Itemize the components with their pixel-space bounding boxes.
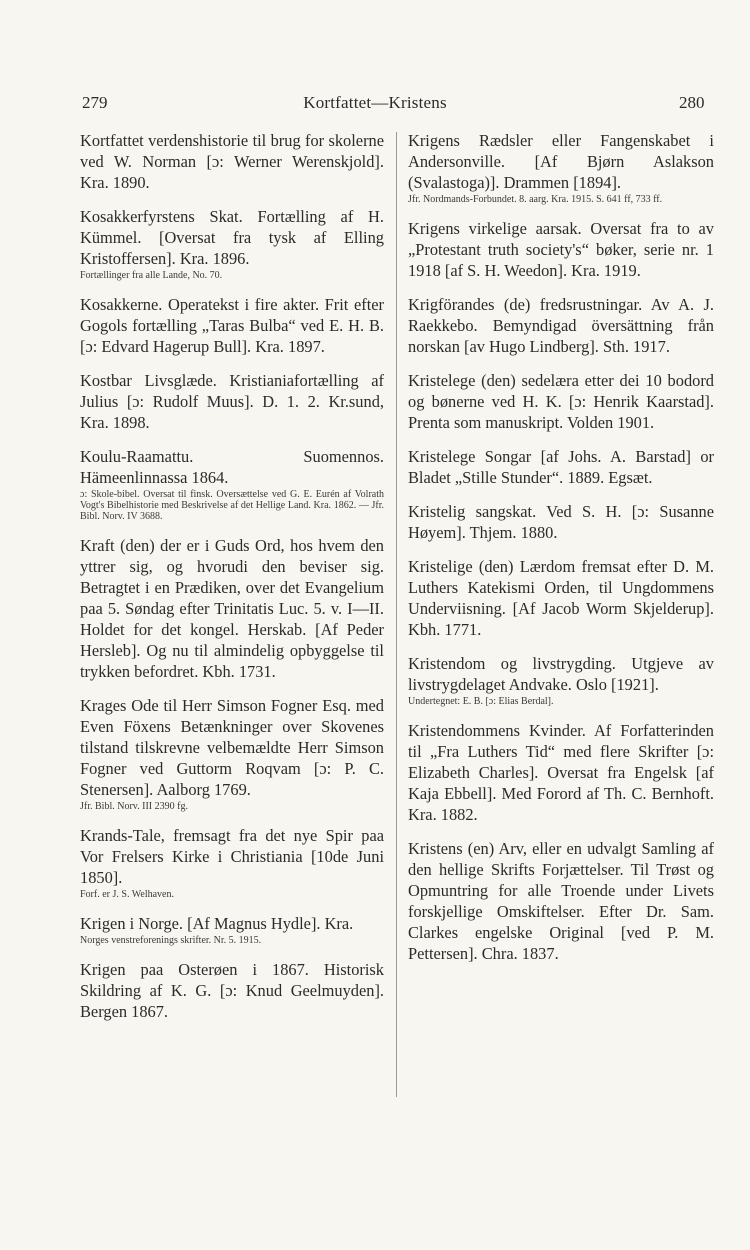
entry-kortfattet xyxy=(80,130,384,193)
entry-note: Norges venstreforenings skrifter. Nr. 5. 1915. xyxy=(80,935,262,946)
entry-text: Krages Ode til Herr Simson Fogner Esq. med Even Föxens Betænkninger over Skovenes tilstand tilskrevne velbemældte Herr Simson Fogner ved Guttorm Roqvam [ɔ: P. C. Stenersen]. Aalborg 1769. xyxy=(80,696,384,799)
entry-text: Kraft (den) der er i Guds Ord, hos hvem den yttrer sig, og hvorudi den beviser sig. Betragtet i en Prædiken, over det Evangelium paa 5. Søndag efter Trinitatis Luc. 5. v. I—II. Holdet for det kongel. Herskab. [Af Peder Hersleb]. Og nu til almindelig opbyggelse til trykken befordret. Kbh. 1731. xyxy=(80,536,384,681)
column-divider xyxy=(396,132,397,1097)
entry-kristelege-sedelaera xyxy=(408,370,714,433)
entry-krages-ode xyxy=(80,695,384,812)
entry-kraft xyxy=(80,535,384,682)
right-column xyxy=(408,130,714,977)
entry-note: Jfr. Nordmands-Forbundet. 8. aarg. Kra. 1915. S. 641 ff, 733 ff. xyxy=(408,194,663,205)
entry-text: Kosakkerne. Operatekst i fire akter. Frit efter Gogols fortælling „Taras Bulba“ ved E. H. B. [ɔ: Edvard Hagerup Bull]. Kra. 1897. xyxy=(80,295,384,356)
entry-krigen-i-norge xyxy=(80,913,384,946)
page-number-left: 279 xyxy=(82,93,108,112)
entry-kostbar xyxy=(80,370,384,433)
entry-krigens-virkelige xyxy=(408,218,714,281)
page-number-right: 280 xyxy=(679,93,705,112)
entry-kristelige-laerdom xyxy=(408,556,714,640)
entry-note: Forf. er J. S. Welhaven. xyxy=(80,889,174,900)
entry-kristendom xyxy=(408,653,714,707)
entry-note: ɔ: Skole-bibel. Oversat til finsk. Oversættelse ved G. E. Eurén af Volrath Vogt's Bibelhistorie med Beskrivelse af det Hellige Land. Kra. 1862. — Jfr. Bibl. Norv. IV 3688. xyxy=(80,489,384,522)
entry-note: Fortællinger fra alle Lande, No. 70. xyxy=(80,270,223,281)
entry-krigforandes xyxy=(408,294,714,357)
entry-text: Kristendommens Kvinder. Af Forfatterinden til „Fra Luthers Tid“ med flere Skrifter [ɔ: Elizabeth Charles]. Oversat fra Engelsk [af Kaja Ebbell]. Med Forord af Th. C. Bernhoft. Kra. 1882. xyxy=(408,721,714,824)
entry-note: Jfr. Bibl. Norv. III 2390 fg. xyxy=(80,801,188,812)
left-column xyxy=(80,130,384,1035)
entry-text: Krigen paa Osterøen i 1867. Historisk Skildring af K. G. [ɔ: Knud Geelmuyden]. Bergen 1867. xyxy=(80,960,384,1021)
entry-kosakkerne xyxy=(80,294,384,357)
entry-text: Kristendom og livstrygding. Utgjeve av livstrygdelaget Andvake. Oslo [1921]. xyxy=(408,654,714,694)
entry-text: Krigens virkelige aarsak. Oversat fra to av „Protestant truth society's“ bøker, serie nr. 1 1918 [af S. H. Weedon]. Kra. 1919. xyxy=(408,219,714,280)
running-title: Kortfattet—Kristens xyxy=(303,93,447,112)
entry-kristens-arv xyxy=(408,838,714,964)
entry-koulu-raamattu xyxy=(80,446,384,522)
entry-text: Krands-Tale, fremsagt fra det nye Spir paa Vor Frelsers Kirke i Christiania [10de Juni 1850]. xyxy=(80,826,384,887)
entry-text: Krigens Rædsler eller Fangenskabet i Andersonville. [Af Bjørn Aslakson (Svalastoga)]. Drammen [1894]. xyxy=(408,131,714,192)
entry-text: Kristelege Songar [af Johs. A. Barstad] or Bladet „Stille Stunder“. 1889. Egsæt. xyxy=(408,447,714,487)
entry-text: Kristelige (den) Lærdom fremsat efter D. M. Luthers Katekismi Orden, til Ungdommens Underviisning. [Af Jacob Worm Skjelderup]. Kbh. 1771. xyxy=(408,557,714,639)
entry-text: Kristens (en) Arv, eller en udvalgt Samling af den hellige Skrifts Forjættelser. Til Trøst og Opmuntring for alle Troende under Livets forskjellige Omskiftelser. Efter Dr. Sam. Clarkes engelske Original [ved P. M. Pettersen]. Chra. 1837. xyxy=(408,839,714,963)
entry-kristelig-sangskat xyxy=(408,501,714,543)
entry-text: Krigförandes (de) fredsrustningar. Av A. J. Raekkebo. Bemyndigad översättning från norskan [av Hugo Lindberg]. Sth. 1917. xyxy=(408,295,714,356)
entry-krigens-raedsler xyxy=(408,130,714,205)
entry-text: Kortfattet verdenshistorie til brug for skolerne ved W. Norman [ɔ: Werner Werenskjold]. Kra. 1890. xyxy=(80,131,384,192)
entry-kristendommens-kvinder xyxy=(408,720,714,825)
entry-note: Undertegnet: E. B. [ɔ: Elias Berdal]. xyxy=(408,696,554,707)
entry-text: Koulu-Raamattu. Suomennos. Hämeenlinnassa 1864. xyxy=(80,447,384,487)
entry-text: Kostbar Livsglæde. Kristianiafortælling af Julius [ɔ: Rudolf Muus]. D. 1. 2. Kr.sund, Kra. 1898. xyxy=(80,371,384,432)
entry-text: Kristelig sangskat. Ved S. H. [ɔ: Susanne Høyem]. Thjem. 1880. xyxy=(408,502,714,542)
entry-kristelege-songar xyxy=(408,446,714,488)
entry-kosakkerfyrstens xyxy=(80,206,384,281)
entry-text: Krigen i Norge. [Af Magnus Hydle]. Kra. xyxy=(80,914,354,933)
entry-text: Kristelege (den) sedelæra etter dei 10 bodord og bønerne ved H. K. [ɔ: Henrik Kaarstad]. Prenta som manuskript. Volden 1901. xyxy=(408,371,714,432)
entry-krands-tale xyxy=(80,825,384,900)
entry-krigen-paa-osteroen xyxy=(80,959,384,1022)
entry-text: Kosakkerfyrstens Skat. Fortælling af H. Kümmel. [Oversat fra tysk af Elling Kristoffersen]. Kra. 1896. xyxy=(80,207,384,268)
